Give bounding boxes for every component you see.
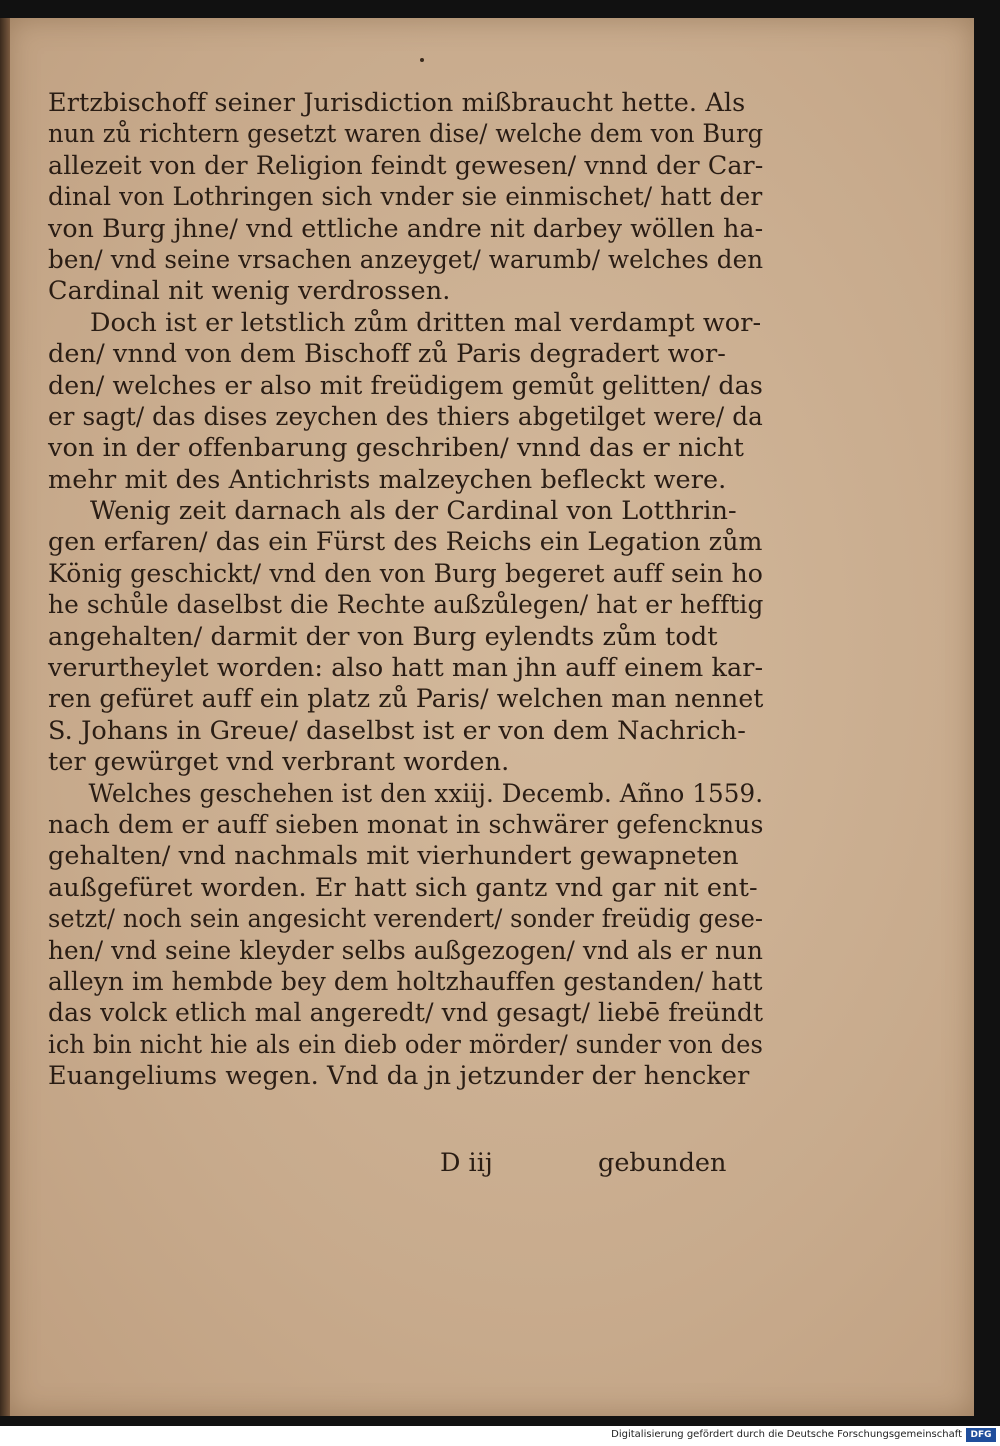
text-line: allezeit von der Religion feindt gewesen/ vnnd der Car- [48,150,764,181]
dfg-logo-icon: DFG [966,1428,996,1442]
text-line: ich bin nicht hie als ein dieb oder mörder/ sunder von des [48,1029,764,1060]
text-line: nun zů richtern gesetzt waren dise/ welche dem von Burg [48,119,764,150]
text-line: ben/ vnd seine vrsachen anzeyget/ warumb/ welches den [48,244,764,275]
funding-credit: Digitalisierung gefördert durch die Deutsche Forschungsgemeinschaft [611,1429,962,1440]
page-foot [48,1148,758,1180]
text-line: ter gewürget vnd verbrant worden. [48,747,510,778]
text-line: mehr mit des Antichrists malzeychen befleckt were. [48,464,727,495]
text-line: S. Johans in Greue/ daselbst ist er von dem Nachrich- [48,715,746,746]
text-line: Cardinal nit wenig verdrossen. [48,276,451,307]
text-line: setzt/ noch sein angesicht verendert/ sonder freüdig gese- [48,904,764,935]
page-left-edge [0,18,10,1416]
text-line: hen/ vnd seine kleyder selbs außgezogen/ vnd als er nun [48,935,764,966]
text-line: he schůle daselbst die Rechte außzůlegen/ hat er hefftig [48,590,764,621]
text-line: angehalten/ darmit der von Burg eylendts zům todt [48,621,718,652]
text-line: König geschickt/ vnd den von Burg begeret auff sein ho [48,558,763,589]
paragraph-start-line: Doch ist er letstlich zům dritten mal verdampt wor- [90,307,762,338]
text-line: den/ welches er also mit freüdigem gemůt gelitten/ das [48,370,763,401]
text-line: gehalten/ vnd nachmals mit vierhundert gewapneten [48,841,739,872]
text-line: Euangeliums wegen. Vnd da jn jetzunder der hencker [48,1061,750,1092]
text-line: dinal von Lothringen sich vnder sie einmischet/ hatt der [48,182,763,213]
catchword: gebunden [598,1148,727,1178]
text-line: das volck etlich mal angeredt/ vnd gesagt/ liebē freündt [48,998,764,1029]
text-line: von in der offenbarung geschriben/ vnnd das er nicht [48,433,745,464]
text-line: alleyn im hembde bey dem holtzhauffen gestanden/ hatt [48,966,763,997]
text-line: gen erfaren/ das ein Fürst des Reichs ein Legation zům [48,527,763,558]
text-line: Ertzbischoff seiner Jurisdiction mißbraucht hette. Als [48,88,746,118]
text-line: er sagt/ das dises zeychen des thiers abgetilget were/ da [48,401,763,432]
page-dot-mark [420,58,424,62]
page-text-block [48,88,768,1093]
signature-mark: D iij [440,1148,493,1178]
digitization-footer [0,1426,1000,1446]
paragraph-start-line: Welches geschehen ist den xxiij. Decemb. Añno 1559. [88,778,764,809]
text-line: verurtheylet worden: also hatt man jhn auff einem kar- [48,653,764,684]
text-line: ren gefüret auff ein platz zů Paris/ welchen man nennet [48,684,764,715]
text-line: außgefüret worden. Er hatt sich gantz vnd gar nit ent- [48,872,758,903]
text-line: den/ vnnd von dem Bischoff zů Paris degradert wor- [48,339,727,370]
text-line: von Burg jhne/ vnd ettliche andre nit darbey wöllen ha- [48,213,764,244]
text-line: nach dem er auff sieben monat in schwärer gefencknus [48,809,764,840]
paragraph-start-line: Wenig zeit darnach als der Cardinal von Lotthrin- [90,496,737,527]
